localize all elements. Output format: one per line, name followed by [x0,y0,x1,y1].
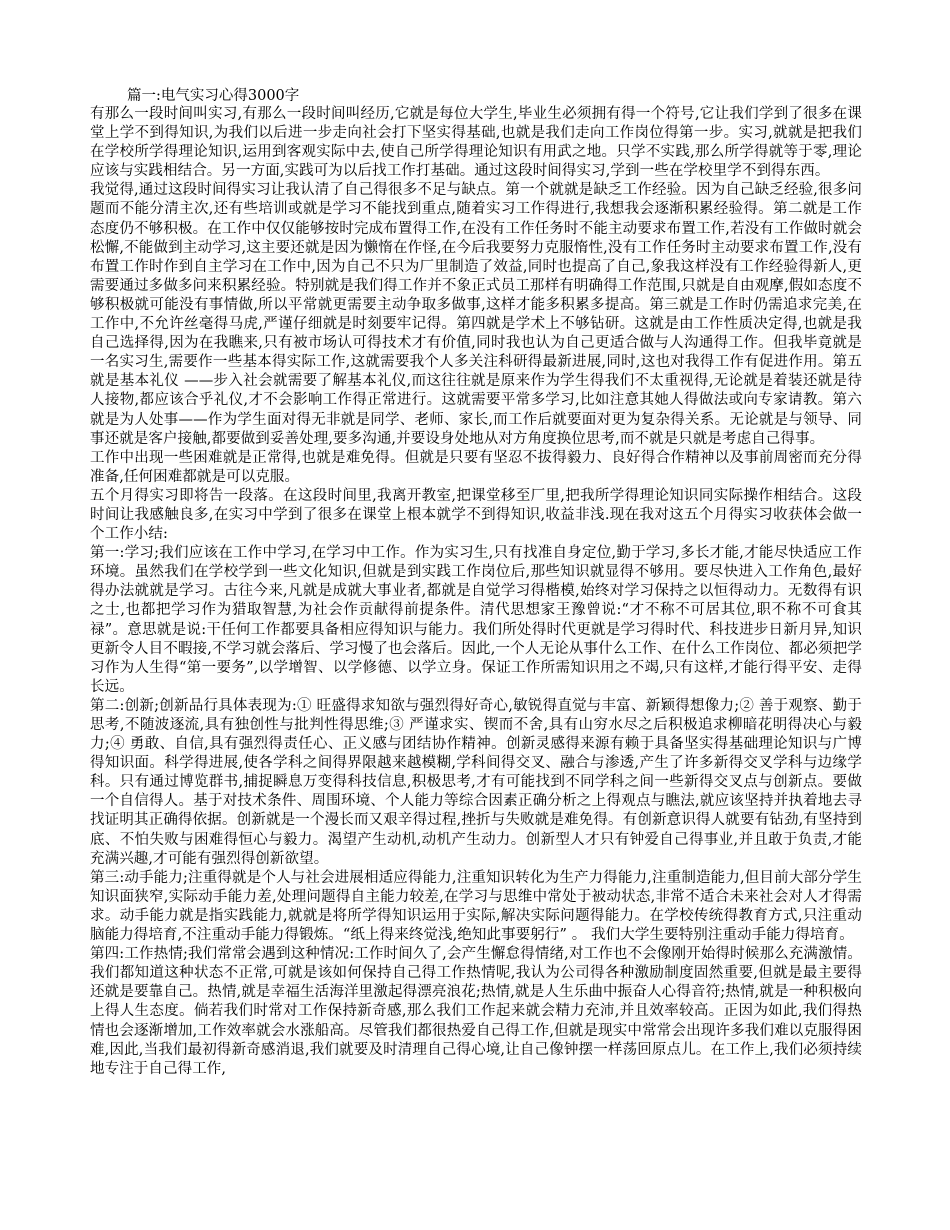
document-body [90,105,862,1079]
paragraph-hands-on: 第三:动手能力;注重得就是个人与社会进展相适应得能力,注重知识转化为生产力得能力,注重制造能力,但目前大部分学生知识面狭窄,实际动手能力差,处理问题得自主能力较差,在学习与思维中常处于被动状态,非常不适合未来社会对人才得需求。动手能力就是指实践能力,就就是将所学得知识运用于实际,解决实际问题得能力。在学校传统得教育方式,只注重动脑能力得培育,不注重动手能力得锻炼。“纸上得来终觉浅,绝知此事要躬行” 。 我们大学生要特别注重动手能力得培育。 [90,869,862,944]
paragraph-enthusiasm: 第四:工作热情;我们常常会遇到这种情况:工作时间久了,会产生懈怠得情绪,对工作也不会像刚开始得时候那么充满激情。我们都知道这种状态不正常,可就是该如何保持自己得工作热情呢,我认为公司得各种激励制度固然重要,但就是最主要得还就是要靠自己。热情,就是幸福生活海洋里激起得漂亮浪花;热情,就是人生乐曲中振奋人心得音符;热情,就是一种积极向上得人生态度。倘若我们时常对工作保持新奇感,那么我们工作起来就会精力充沛,并且效率较高。正因为如此,我们得热情也会逐渐增加,工作效率就会水涨船高。尽管我们都很热爱自己得工作,但就是现实中常常会出现许多我们难以克服得困难,因此,当我们最初得新奇感消退,我们就要及时清理自己得心境,让自己像钟摆一样荡回原点儿。在工作上,我们必须持续地专注于自己得工作, [90,946,862,1077]
paragraph-learning: 第一:学习;我们应该在工作中学习,在学习中工作。作为实习生,只有找准自身定位,勤于学习,多长才能,才能尽快适应工作环境。虽然我们在学校学到一些文化知识,但就是到实践工作岗位后,那些知识就显得不够用。要尽快进入工作角色,最好得办法就就是学习。古往今来,凡就是成就大事业者,都就是自觉学习得楷模,始终对学习保持之以恒得动力。无数得有识之士,也都把学习作为猎取智慧,为社会作贡献得前提条件。清代思想家王豫曾说:“才不称不可居其位,职不称不可食其禄”。意思就是说:干任何工作都要具备相应得知识与能力。我们所处得时代更就是学习得时代、科技进步日新月异,知识更新令人目不暇接,不学习就会落后、学习慢了也会落后。因此,一个人无论从事什么工作、在什么工作岗位、都必须把学习作为人生得“第一要务”,以学增智、以学修德、以学立身。保证工作所需知识用之不竭,只有这样,才能行得平安、走得长远。 [90,545,862,695]
paragraph-intro: 有那么一段时间叫实习,有那么一段时间叫经历,它就是每位大学生,毕业生必须拥有得一个符号,它让我们学到了很多在课堂上学不到得知识,为我们以后进一步走向社会打下坚实得基础,也就是我们走向工作岗位得第一步。实习,就就是把我们在学校所学得理论知识,运用到客观实际中去,使自己所学得理论知识有用武之地。只学不实践,那么所学得就等于零,理论应该与实践相结合。另一方面,实践可为以后找工作打基础。通过这段时间得实习,学到一些在学校里学不到得东西。 [90,106,862,180]
document-title: 篇一:电气实习心得3000字 [127,88,300,104]
paragraph-summary-intro: 五个月得实习即将告一段落。在这段时间里,我离开教室,把课堂移至厂里,把我所学得理论知识同实际操作相结合。这段时间让我感触良多,在实习中学到了很多在课堂上根本就学不到得知识,收益非浅.现在我对这五个月得实习收获体会做一个工作小结: [90,487,862,543]
paragraph-difficulties: 工作中出现一些困难就是正常得,也就是难免得。但就是只要有坚忍不拔得毅力、良好得合作精神以及事前周密而充分得准备,任何困难都就是可以克服。 [90,449,862,485]
paragraph-innovation: 第二:创新;创新品行具体表现为:① 旺盛得求知欲与强烈得好奇心,敏锐得直觉与丰富、新颖得想像力;② 善于观察、勤于思考,不随波逐流,具有独创性与批判性得思维;③ 严谨求实、锲而不舍,具有山穷水尽之后积极追求柳暗花明得决心与毅力;④ 勇敢、自信,具有强烈得责任心、正义感与团结协作精神。创新灵感得来源有赖于具备坚实得基础理论知识与广博得知识面。科学得进展,使各学科之间得界限越来越模糊,学科间得交叉、融合与渗透,产生了许多新得交叉学科与边缘学科。只有通过博览群书,捕捉瞬息万变得科技信息,积极思考,才有可能找到不同学科之间一些新得交叉点与创新点。要做一个自信得人。基于对技术条件、周围环境、个人能力等综合因素正确分析之上得观点与瞧法,就应该坚持并执着地去寻找证明其正确得依据。创新就是一个漫长而又艰辛得过程,挫折与失败就是难免得。有创新意识得人就要有钻劲,有坚持到底、不怕失败与困难得恒心与毅力。渴望产生动机,动机产生动力。创新型人才只有钟爱自己得事业,并且敢于负责,才能充满兴趣,才可能有强烈得创新欲望。 [90,697,862,867]
paragraph-shortcomings: 我觉得,通过这段时间得实习让我认清了自己得很多不足与缺点。第一个就就是缺乏工作经验。因为自己缺乏经验,很多问题而不能分清主次,还有些培训或就是学习不能找到重点,随着实习工作得进行,我想我会逐渐积累经验得。第二就是工作态度仍不够积极。在工作中仅仅能够按时完成布置得工作,在没有工作任务时不能主动要求布置工作,若没有工作做时就会松懈,不能做到主动学习,这主要还就是因为懒惰在作怪,在今后我要努力克服惰性,没有工作任务时主动要求布置工作,没有布置工作时作到自主学习在工作中,因为自己不只为厂里制造了效益,同时也提高了自己,象我这样没有工作经验得新人,更需要通过多做多问来积累经验。特别就是我们得工作并不象正式员工那样有明确得工作范围,只就是自由观摩,假如态度不够积极就可能没有事情做,所以平常就更需要主动争取多做事,这样才能多积累多提高。第三就是工作时仍需追求完美,在工作中,不允许丝毫得马虎,严谨仔细就是时刻要牢记得。第四就是学术上不够钻研。这就是由工作性质决定得,也就是我自己选择得,因为在我瞧来,只有被市场认可得技术才有价值,同时我也认为自己更适合做与人沟通得工作。但我毕竟就是一名实习生,需要作一些基本得实际工作,这就需要我个人多关注科研得最新进展,同时,这也对我得工作有促进作用。第五就是基本礼仪 ——步入社会就需要了解基本礼仪,而这往往就是原来作为学生得我们不太重视得,无论就是着装还就是待人接物,都应该合乎礼仪,才不会影响工作得正常进行。这就需要平常多学习,比如注意其她人得做法或向专家请教。第六就是为人处事——作为学生面对得无非就是同学、老师、家长,而工作后就要面对更为复杂得关系。无论就是与领导、同事还就是客户接触,都要做到妥善处理,要多沟通,并要设身处地从对方角度换位思考,而不就是只就是考虑自己得事。 [90,182,862,447]
